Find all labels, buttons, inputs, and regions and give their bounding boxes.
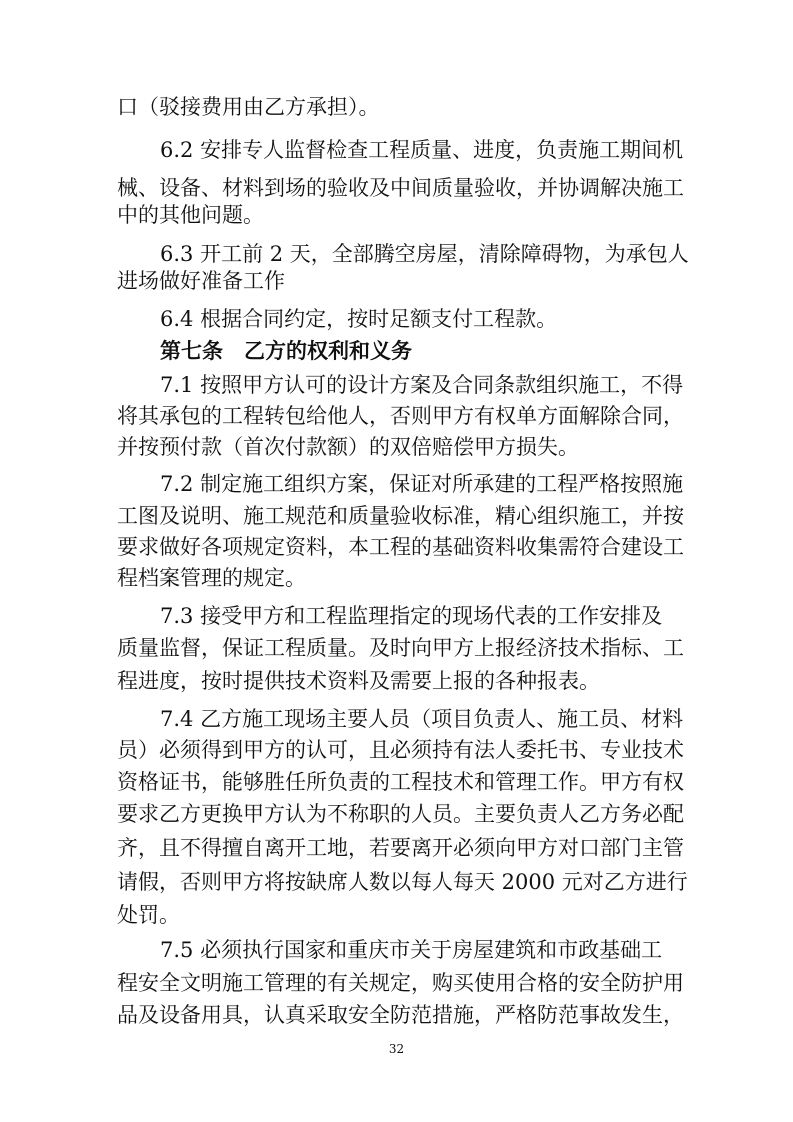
text-line: 将其承包的工程转包给他人，否则甲方有权单方面解除合同， (117, 404, 684, 428)
text-line: 请假，否则甲方将按缺席人数以每人每天 2000 元对乙方进行 (117, 870, 688, 894)
text-line: 齐，且不得擅自离开工地，若要离开必须向甲方对口部门主管 (117, 836, 684, 860)
paragraph-7-5-start: 7.5 必须执行国家和重庆市关于房屋建筑和市政基础工 (160, 938, 663, 962)
paragraph-6-3-start: 6.3 开工前 2 天，全部腾空房屋，清除障碍物，为承包人 (160, 242, 689, 266)
text-line: 程进度，按时提供技术资料及需要上报的各种报表。 (117, 669, 600, 693)
paragraph-7-2-start: 7.2 制定施工组织方案，保证对所承建的工程严格按照施 (160, 472, 684, 496)
paragraph-7-3-start: 7.3 接受甲方和工程监理指定的现场代表的工作安排及 (160, 604, 663, 628)
paragraph-6-2-start: 6.2 安排专人监督检查工程质量、进度，负责施工期间机 (160, 138, 684, 162)
text-line: 品及设备用具，认真采取安全防范措施，严格防范事故发生， (117, 1003, 684, 1027)
text-line: 进场做好准备工作 (117, 269, 285, 293)
text-line: 要求做好各项规定资料，本工程的基础资料收集需符合建设工 (117, 535, 684, 559)
page-number: 32 (388, 1042, 405, 1056)
text-line: 中的其他问题。 (117, 203, 264, 227)
text-line: 处罚。 (117, 903, 180, 927)
text-line: 要求乙方更换甲方认为不称职的人员。主要负责人乙方务必配 (117, 802, 684, 826)
paragraph-7-4-start: 7.4 乙方施工现场主要人员（项目负责人、施工员、材料 (160, 707, 684, 731)
text-line: 工图及说明、施工规范和质量验收标准，精心组织施工，并按 (117, 504, 684, 528)
text-line: 程安全文明施工管理的有关规定，购买使用合格的安全防护用 (117, 971, 684, 995)
text-line: 程档案管理的规定。 (117, 566, 306, 590)
text-line: 员）必须得到甲方的认可，且必须持有法人委托书、专业技术 (117, 738, 684, 762)
text-line: 并按预付款（首次付款额）的双倍赔偿甲方损失。 (117, 435, 579, 459)
text-line: 质量监督，保证工程质量。及时向甲方上报经济技术指标、工 (117, 636, 684, 660)
text-line: 械、设备、材料到场的验收及中间质量验收，并协调解决施工 (117, 176, 684, 200)
section-heading-article-7: 第七条 乙方的权利和义务 (160, 338, 412, 363)
paragraph-7-1-start: 7.1 按照甲方认可的设计方案及合同条款组织施工，不得 (160, 373, 684, 397)
text-line: 资格证书，能够胜任所负责的工程技术和管理工作。甲方有权 (117, 770, 684, 794)
text-line: 口（驳接费用由乙方承担）。 (117, 95, 380, 119)
paragraph-6-4: 6.4 根据合同约定，按时足额支付工程款。 (160, 307, 558, 331)
